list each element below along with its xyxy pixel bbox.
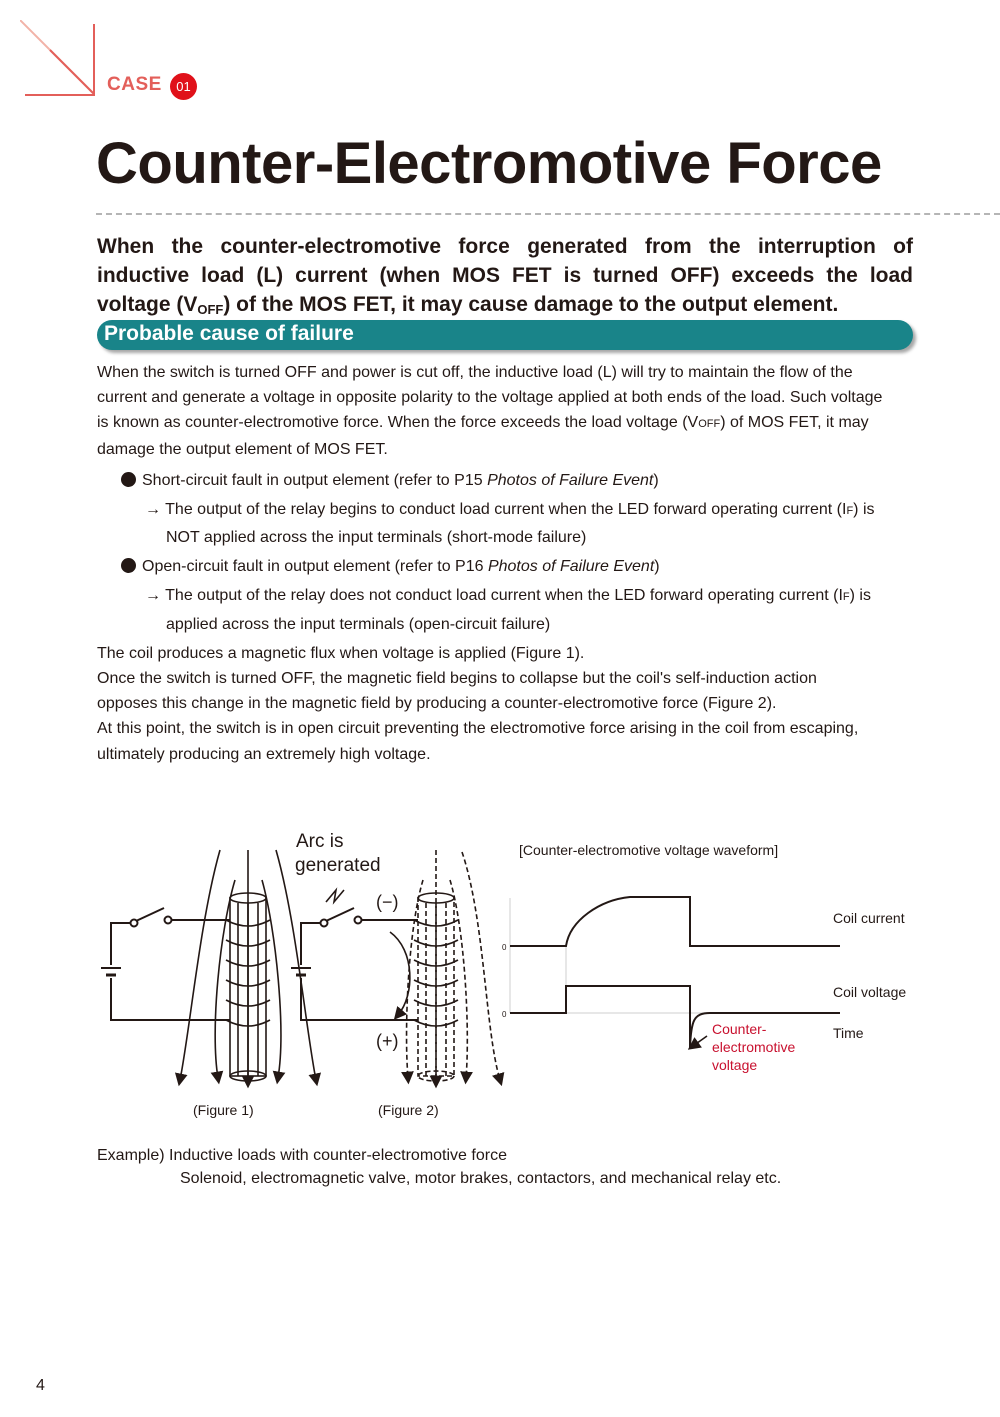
figure1-caption: (Figure 1) (193, 1102, 254, 1118)
waveform-title: [Counter-electromotive voltage waveform] (519, 842, 779, 858)
waveform-chart (510, 897, 840, 1048)
right-arrow-icon: → (145, 501, 161, 518)
example-label: Example) Inductive loads with counter-electromotive force (97, 1147, 507, 1164)
cemf-label-line3: voltage (712, 1057, 758, 1073)
bullet-dot-icon (121, 472, 136, 487)
bullet-open-circuit: Open-circuit fault in output element (refer to P16 Photos of Failure Event) (121, 558, 660, 576)
minus-polarity-label: (−) (376, 892, 399, 912)
figure2-caption: (Figure 2) (378, 1102, 439, 1118)
case-number-badge: 01 (170, 73, 197, 100)
figure1-circuit (101, 908, 230, 1020)
corner-arrow-icon (20, 20, 100, 100)
bullet-short-circuit-continuation: NOT applied across the input terminals (short-mode failure) (166, 529, 587, 546)
section-heading: Probable cause of failure (104, 322, 354, 345)
intro-paragraph: When the switch is turned OFF and power is cut off, the inductive load (L) will try to maintain the flow of the current and generate a voltage in opposite polarity to the voltage applied at both ends of the load. Such voltage is known as counter-electromotive force. When the force exceeds the load voltage (VOFF) of MOS FET, it may damage the output element of MOS FET. (97, 364, 883, 458)
figures-area (90, 820, 930, 1140)
right-arrow-icon: → (145, 587, 161, 604)
example-list: Solenoid, electromagnetic valve, motor brakes, contactors, and mechanical relay etc. (180, 1170, 782, 1187)
page-title: Counter-Electromotive Force (96, 131, 882, 196)
figure2-circuit (291, 890, 418, 1020)
arc-label-line1: Arc is (296, 831, 344, 852)
coil-current-label: Coil current (833, 910, 905, 926)
body-line: opposes this change in the magnetic field by producing a counter-electromotive force (Figure 2). (97, 695, 777, 712)
body-line: Once the switch is turned OFF, the magnetic field begins to collapse but the coil's self-induction action (97, 670, 817, 687)
page-number: 4 (36, 1377, 45, 1394)
body-line: ultimately producing an extremely high voltage. (97, 746, 431, 763)
body-line: The coil produces a magnetic flux when voltage is applied (Figure 1). (97, 645, 585, 662)
plus-polarity-label: (+) (376, 1031, 399, 1051)
bullet-short-circuit: Short-circuit fault in output element (refer to P15 Photos of Failure Event) (121, 472, 659, 490)
zero-label-voltage: 0 (502, 1010, 507, 1019)
bullet-open-circuit-consequence: → The output of the relay does not conduct load current when the LED forward operating current (IF) is (145, 587, 871, 604)
coil-current-trace (510, 897, 840, 946)
cemf-label-line1: Counter- (712, 1021, 767, 1037)
lead-paragraph: When the counter-electromotive force generated from the interruption of inductive load (L) current (when MOS FET is turned OFF) exceeds the load voltage $(V_{OFF})$ of the MOS FET, it may cause damage to the output element. (97, 235, 913, 317)
figure2-coil (407, 850, 500, 1082)
time-label: Time (833, 1025, 864, 1041)
cemf-label-line2: electromotive (712, 1039, 796, 1055)
zero-label-current: 0 (502, 943, 507, 952)
bullet-open-circuit-continuation: applied across the input terminals (open-circuit failure) (166, 616, 551, 633)
body-line: At this point, the switch is in open circuit preventing the electromotive force arising in the coil from escaping, (97, 720, 859, 737)
bullet-dot-icon (121, 558, 136, 573)
figure1-coil (180, 850, 316, 1082)
arc-label-line2: generated (295, 855, 381, 876)
case-label: CASE (107, 74, 162, 95)
bullet-short-circuit-consequence: → The output of the relay begins to conduct load current when the LED forward operating current (IF) is (145, 501, 875, 518)
title-divider (96, 213, 1000, 215)
coil-voltage-label: Coil voltage (833, 984, 907, 1000)
